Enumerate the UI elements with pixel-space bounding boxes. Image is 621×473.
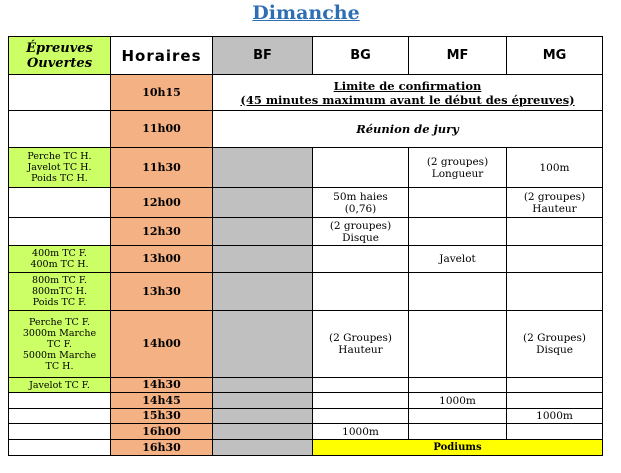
bf-cell	[213, 409, 313, 424]
header-bg: BG	[313, 37, 409, 75]
header-epreuves-line: Ouvertes	[26, 55, 93, 71]
epreuve-item: Poids TC H.	[31, 173, 88, 184]
page-title: Dimanche	[252, 2, 360, 24]
table-row	[9, 424, 603, 440]
time-cell: 14h00	[111, 311, 213, 378]
bf-cell	[213, 440, 313, 456]
epreuve-item: 400m TC H.	[30, 259, 89, 270]
bg-cell	[313, 148, 409, 188]
table-row	[9, 111, 603, 148]
mg-cell	[507, 188, 603, 218]
table-row	[9, 311, 603, 378]
epreuves-cell: Javelot TC F.	[9, 378, 111, 393]
time-cell: 13h30	[111, 273, 213, 311]
cell-line: Hauteur	[338, 344, 383, 356]
bf-cell	[213, 311, 313, 378]
epreuve-item: 3000m Marche	[22, 327, 97, 339]
cell-line: Longueur	[431, 167, 484, 180]
table-row	[9, 393, 603, 409]
epreuves-cell	[9, 311, 111, 378]
time-cell: 13h00	[111, 246, 213, 273]
cell-line: Disque	[536, 344, 573, 356]
header-horaires: Horaires	[111, 37, 213, 75]
cell-line: Disque	[342, 231, 379, 244]
mg-cell	[507, 246, 603, 273]
mf-cell	[409, 148, 507, 188]
epreuve-item: 400m TC F.	[32, 248, 87, 259]
epreuve-item: Perche TC H.	[27, 151, 92, 162]
table-row	[9, 148, 603, 188]
table-row	[9, 409, 603, 424]
epreuve-item: 800mTC H.	[31, 286, 88, 297]
jury-meeting: Réunion de jury	[213, 111, 603, 148]
mg-cell: 100m	[507, 148, 603, 188]
table-row	[9, 218, 603, 246]
mg-cell	[507, 273, 603, 311]
epreuves-cell	[9, 273, 111, 311]
bf-cell	[213, 424, 313, 440]
bg-cell	[313, 409, 409, 424]
epreuve-item: TC F.	[47, 338, 72, 350]
mf-cell	[409, 188, 507, 218]
epreuves-cell	[9, 424, 111, 440]
cell-line: 50m haies	[333, 190, 388, 203]
epreuves-cell	[9, 440, 111, 456]
bg-cell	[313, 378, 409, 393]
epreuve-item: Javelot TC H.	[27, 162, 92, 173]
mf-cell: Javelot	[409, 246, 507, 273]
header-epreuves-line: Épreuves	[26, 40, 93, 56]
mf-cell	[409, 218, 507, 246]
header-bf: BF	[213, 37, 313, 75]
epreuves-cell	[9, 188, 111, 218]
epreuves-cell	[9, 246, 111, 273]
bf-cell	[213, 393, 313, 409]
mg-cell	[507, 218, 603, 246]
epreuves-cell	[9, 409, 111, 424]
bg-cell: 1000m	[313, 424, 409, 440]
mg-cell: 1000m	[507, 409, 603, 424]
note-line: Limite de confirmation	[333, 78, 482, 93]
cell-line: (0,76)	[344, 202, 377, 215]
time-cell: 12h30	[111, 218, 213, 246]
mf-cell	[409, 311, 507, 378]
mg-cell	[507, 378, 603, 393]
bg-cell	[313, 218, 409, 246]
bf-cell	[213, 378, 313, 393]
time-cell: 14h45	[111, 393, 213, 409]
table-row	[9, 440, 603, 456]
bg-cell	[313, 188, 409, 218]
podiums-cell: Podiums	[313, 440, 603, 456]
bf-cell	[213, 188, 313, 218]
mf-cell	[409, 378, 507, 393]
table-row	[9, 246, 603, 273]
note-line: (45 minutes maximum avant le début des épreuves)	[240, 92, 575, 107]
time-cell: 11h00	[111, 111, 213, 148]
bf-cell	[213, 218, 313, 246]
table-row	[9, 378, 603, 393]
time-cell: 10h15	[111, 75, 213, 111]
bg-cell	[313, 311, 409, 378]
mf-cell	[409, 424, 507, 440]
epreuve-item: 5000m Marche	[22, 349, 97, 361]
epreuves-cell	[9, 393, 111, 409]
bg-cell	[313, 393, 409, 409]
mg-cell	[507, 311, 603, 378]
epreuve-item: TC H.	[45, 360, 74, 372]
time-cell: 15h30	[111, 409, 213, 424]
mf-cell	[409, 409, 507, 424]
mg-cell	[507, 393, 603, 409]
table-row	[9, 188, 603, 218]
bf-cell	[213, 246, 313, 273]
epreuves-cell	[9, 218, 111, 246]
time-cell: 14h30	[111, 378, 213, 393]
bg-cell	[313, 246, 409, 273]
time-cell: 16h00	[111, 424, 213, 440]
cell-line: (2 Groupes)	[328, 332, 393, 344]
cell-line: Hauteur	[532, 202, 577, 215]
bf-cell	[213, 273, 313, 311]
schedule-table	[8, 36, 603, 456]
time-cell: 12h00	[111, 188, 213, 218]
bf-cell	[213, 148, 313, 188]
header-row	[9, 37, 603, 75]
table-row	[9, 75, 603, 111]
confirmation-note	[213, 75, 603, 111]
header-epreuves	[9, 37, 111, 75]
mg-cell	[507, 424, 603, 440]
table-row	[9, 273, 603, 311]
mf-cell	[409, 273, 507, 311]
header-mf: MF	[409, 37, 507, 75]
bg-cell	[313, 273, 409, 311]
cell-line: (2 groupes)	[329, 219, 392, 232]
epreuves-cell	[9, 148, 111, 188]
cell-line: (2 groupes)	[523, 190, 586, 203]
cell-line: (2 groupes)	[426, 155, 489, 168]
mf-cell: 1000m	[409, 393, 507, 409]
epreuve-item: Perche TC F.	[29, 316, 90, 328]
epreuve-item: Poids TC F.	[32, 297, 87, 308]
time-cell: 11h30	[111, 148, 213, 188]
epreuves-cell	[9, 111, 111, 148]
epreuves-cell	[9, 75, 111, 111]
time-cell: 16h30	[111, 440, 213, 456]
header-mg: MG	[507, 37, 603, 75]
epreuve-item: 800m TC F.	[32, 275, 87, 286]
cell-line: (2 Groupes)	[522, 332, 587, 344]
